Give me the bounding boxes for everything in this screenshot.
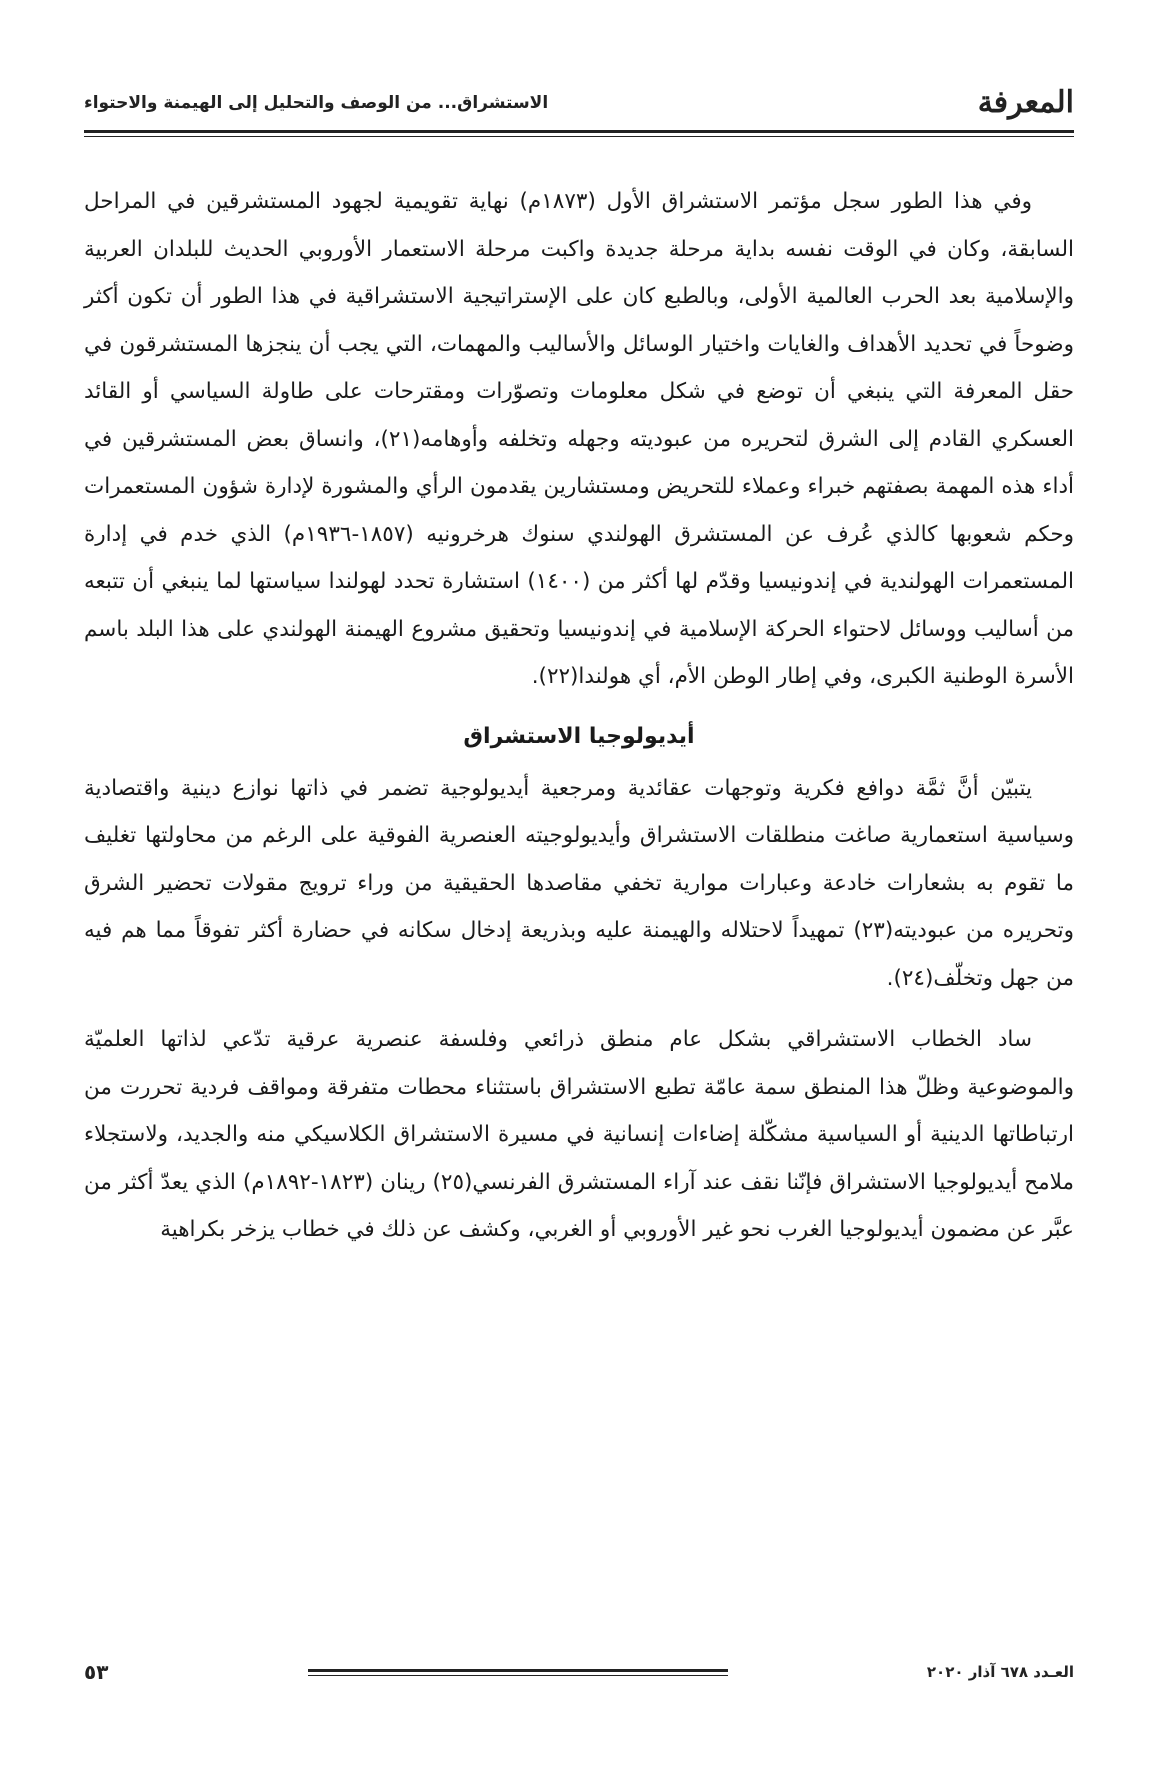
footer-rule <box>308 1669 728 1676</box>
article-body <box>84 178 1074 1254</box>
paragraph: وفي هذا الطور سجل مؤتمر الاستشراق الأول (١٨٧٣م) نهاية تقويمية لجهود المستشرقين في المراحل السابقة، وكان في الوقت نفسه بداية مرحلة جديدة واكبت مرحلة الاستعمار الأوروبي الحديث للبلدان العربية والإسلامية بعد الحرب العالمية الأولى، وبالطبع كان على الإستراتيجية الاستشراقية في هذا الطور أن تكون أكثر وضوحاً في تحديد الأهداف والغايات واختيار الوسائل والأساليب والمهمات، التي يجب أن ينجزها المستشرقون في حقل المعرفة التي ينبغي أن توضع في شكل معلومات وتصوّرات ومقترحات على طاولة السياسي أو القائد العسكري القادم إلى الشرق لتحريره من عبوديته وجهله وتخلفه وأوهامه(٢١)، وانساق بعض المستشرقين في أداء هذه المهمة بصفتهم خبراء وعملاء للتحريض ومستشارين يقدمون الرأي والمشورة لإدارة شؤون المستعمرات وحكم شعوبها كالذي عُرف عن المستشرق الهولندي سنوك هرخرونيه (١٨٥٧-١٩٣٦م) الذي خدم في إدارة المستعمرات الهولندية في إندونيسيا وقدّم لها أكثر من (١٤٠٠) استشارة تحدد لهولندا سياستها لما ينبغي أن تتبعه من أساليب ووسائل لاحتواء الحركة الإسلامية في إندونيسيا وتحقيق مشروع الهيمنة الهولندي على هذا البلد باسم الأسرة الوطنية الكبرى، وفي إطار الوطن الأم، أي هولندا(٢٢). <box>84 189 1075 689</box>
header-rule <box>84 130 1074 137</box>
page-header <box>84 78 1074 128</box>
issue-info: العـدد ٦٧٨ آذار ٢٠٢٠ <box>926 1663 1074 1681</box>
section-heading: أيديولوجيا الاستشراق <box>463 723 695 749</box>
paragraph: ساد الخطاب الاستشراقي بشكل عام منطق ذرائعي وفلسفة عنصرية عرقية تدّعي لذاتها العلميّة والموضوعية وظلّ هذا المنطق سمة عامّة تطبع الاستشراق باستثناء محطات متفرقة ومواقف فردية تحررت من ارتباطاتها الدينية أو السياسية مشكّلة إضاءات إنسانية في مسيرة الاستشراق الكلاسيكي منه والجديد، ولاستجلاء ملامح أيديولوجيا الاستشراق فإنّنا نقف عند آراء المستشرق الفرنسي(٢٥) رينان (١٨٢٣-١٨٩٢م) الذي يعدّ أكثر من عبَّر عن مضمون أيديولوجيا الغرب نحو غير الأوروبي أو الغربي، وكشف عن ذلك في خطاب يزخر بكراهية <box>84 1027 1074 1242</box>
page-number: ٥٣ <box>84 1660 109 1684</box>
journal-logo: المعرفة <box>977 85 1074 120</box>
paragraph: يتبيّن أنَّ ثمَّة دوافع فكرية وتوجهات عقائدية ومرجعية أيديولوجية تضمر في ذاتها نوازع دينية واقتصادية وسياسية استعمارية صاغت منطلقات الاستشراق وأيديولوجيته العنصرية الفوقية على الرغم من محاولتها تغليف ما تقوم به بشعارات خادعة وعبارات موارية تخفي مقاصدها الحقيقية من وراء ترويج مقولات تحضير الشرق وتحريره من عبوديته(٢٣) تمهيداً لاحتلاله والهيمنة عليه وبذريعة إدخال سكانه في حضارة أكثر تفوقاً مما هم فيه من جهل وتخلّف(٢٤). <box>84 775 1075 991</box>
page-footer <box>84 1655 1074 1689</box>
running-title: الاستشراق... من الوصف والتحليل إلى الهيمنة والاحتواء <box>84 93 549 113</box>
